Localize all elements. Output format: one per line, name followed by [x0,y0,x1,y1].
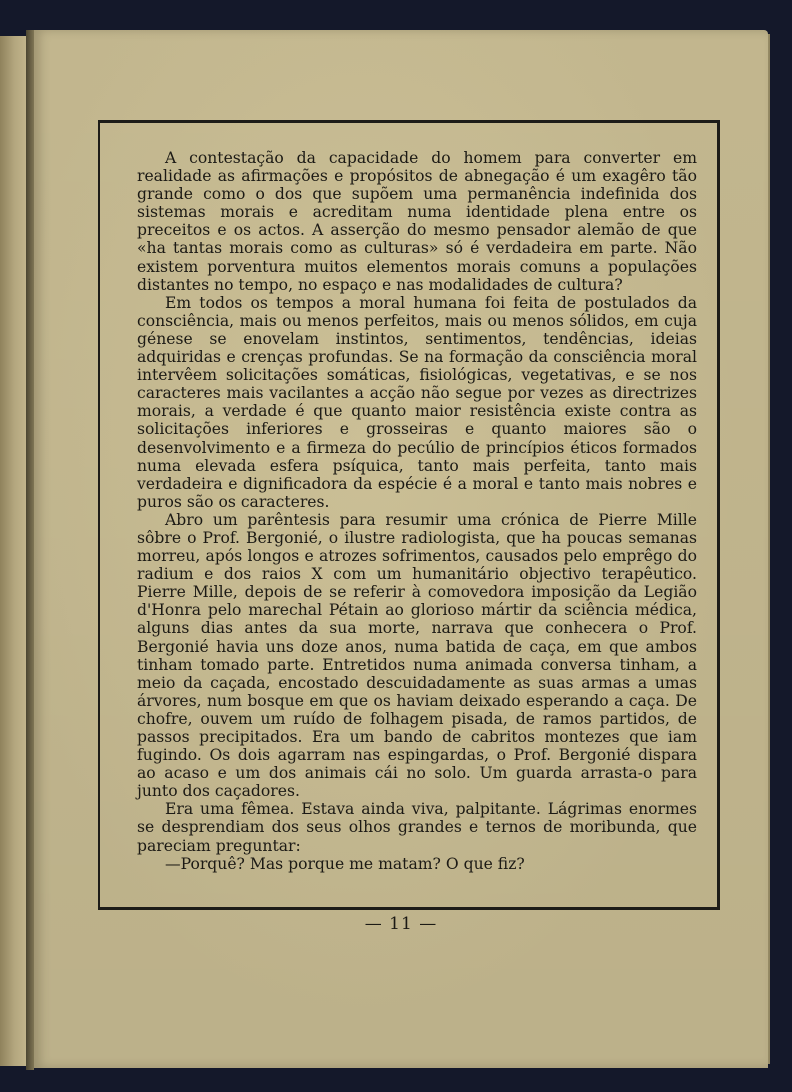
paragraph: A contestação da capacidade do homem para converter em realidade as afirmações e propósitos de abnegação é um exagêro tão grande como o dos que supõem uma permanência indefinida dos sistemas morais e acreditam numa identidade plena entre os preceitos e os actos. A asserção do mesmo pensador alemão de que «ha tantas morais como as culturas» só é verdadeira em parte. Não existem porventura muitos elementos morais comuns a populações distantes no tempo, no espaço e nas modalidades de cultura? [137,149,697,294]
dialogue-line: —Porquê? Mas porque me matam? O que fiz? [165,854,525,873]
paragraph: Em todos os tempos a moral humana foi feita de postulados da consciência, mais ou menos perfeitos, mais ou menos sólidos, em cuja génese se enovelam instintos, sentimentos, tendências, ideias adquiridas e crenças profundas. Se na formação da consciência moral intervêem solicitações somáticas, fisiológicas, vegetativas, e se nos caracteres mais vacilantes a acção não segue por vezes as directrizes morais, a verdade é que quanto maior resistência existe contra as solicitações inferiores e grosseiras e quanto maiores são o desenvolvimento e a firmeza do pecúlio de princípios éticos formados numa elevada esfera psíquica, tanto mais perfeita, tanto mais verdadeira e dignificadora da espécie é a moral e tanto mais nobres e puros são os caracteres. [137,293,697,511]
book-gutter [26,30,34,1070]
body-text [137,149,697,873]
text-frame [98,120,720,910]
page-number: — 11 — [364,914,438,934]
book-page [34,30,768,1068]
left-page-edge [0,36,27,1066]
paragraph: Abro um parêntesis para resumir uma crónica de Pierre Mille sôbre o Prof. Bergonié, o ilustre radiologista, que ha poucas semanas morreu, após longos e atrozes sofrimentos, causados pelo emprêgo do radium e dos raios X com um humanitário objectivo terapêutico. Pierre Mille, depois de se referir à comovedora imposição da Legião d'Honra pelo marechal Pétain ao glorioso mártir da sciência médica, alguns dias antes da sua morte, narrava que conhecera o Prof. Bergonié havia uns doze anos, numa batida de caça, em que ambos tinham tomado parte. Entretidos numa animada conversa tinham, a meio da caçada, encostado descuidadamente as suas armas a umas árvores, num bosque em que os haviam deixado esperando a caça. De chofre, ouvem um ruído de folhagem pisada, de ramos partidos, de passos precipitados. Era um bando de cabritos montezes que iam fugindo. Os dois agarram nas espingardas, o Prof. Bergonié dispara ao acaso e um dos animais cái no solo. Um guarda arrasta-o para junto dos caçadores. [137,510,697,801]
paragraph: Era uma fêmea. Estava ainda viva, palpitante. Lágrimas enormes se desprendiam dos seus olhos grandes e ternos de moribunda, que pareciam preguntar: [137,800,697,855]
